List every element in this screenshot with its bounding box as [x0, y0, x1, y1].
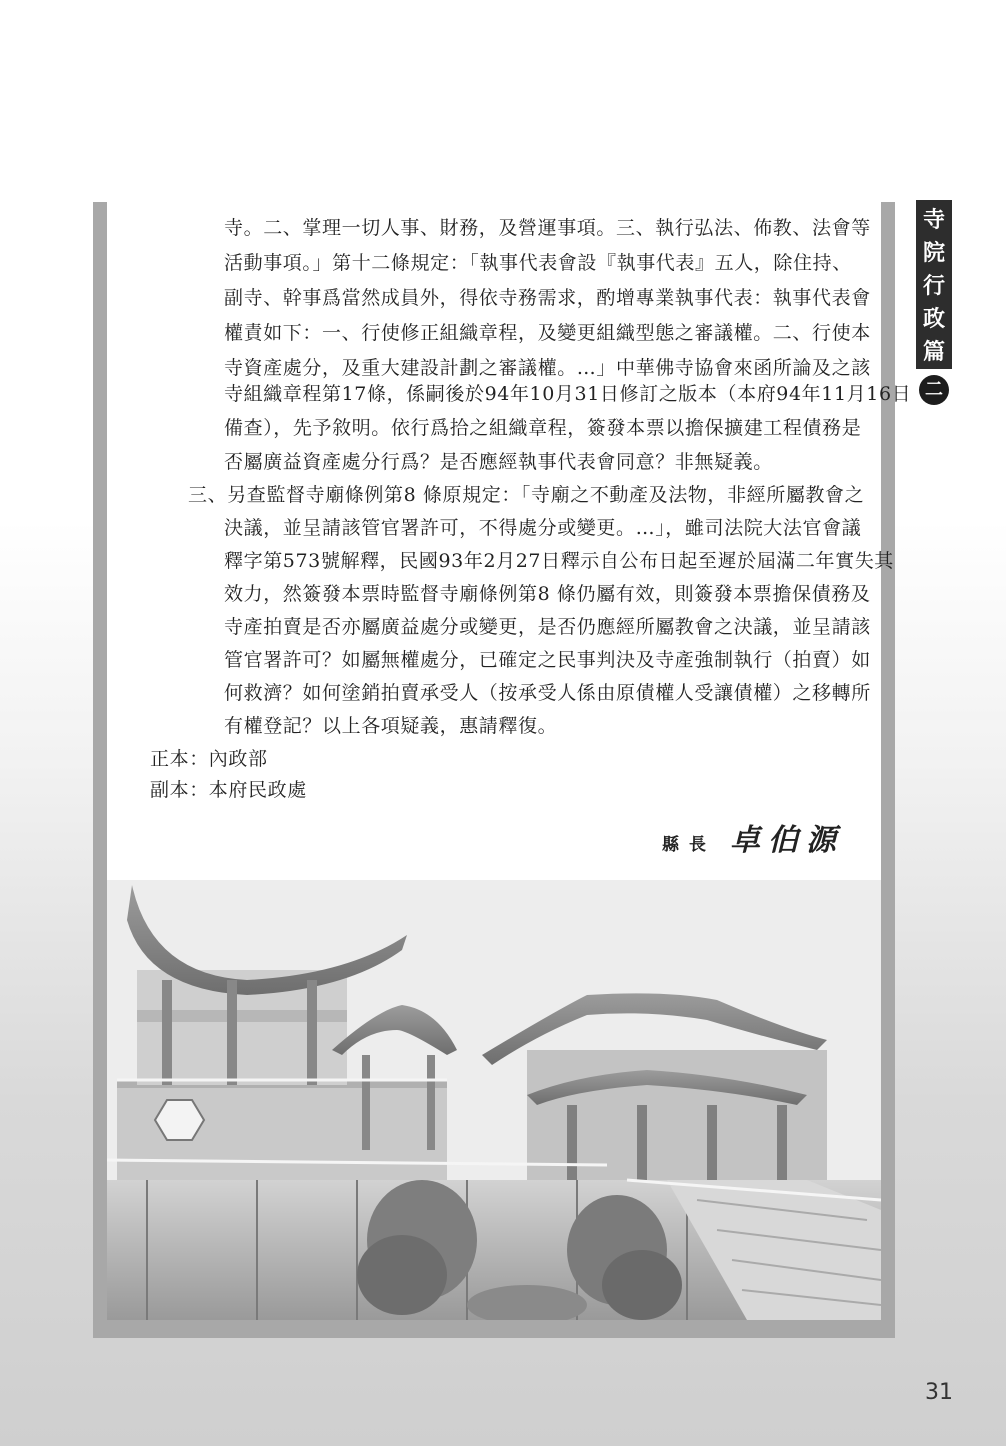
body-line: 寺。二、掌理一切人事、財務，及營運事項。三、執行弘法、佈教、法會等 [224, 217, 871, 239]
body-line: 活動事項。」第十二條規定：「執事代表會設『執事代表』五人，除住持、 [224, 252, 852, 274]
page-number: 31 [925, 1380, 953, 1405]
temple-photo [107, 880, 881, 1320]
body-line: 權責如下：一、行使修正組織章程，及變更組織型態之審議權。二、行使本 [224, 322, 871, 344]
body-line: 副寺、幹事爲當然成員外，得依寺務需求，酌增專業執事代表：執事代表會 [224, 287, 871, 309]
copy-recipient: 副本：本府民政處 [150, 779, 307, 801]
body-line: 備查），先予敘明。依行爲拾之組織章程，簽發本票以擔保擴建工程債務是 [224, 417, 862, 439]
item-3-line: 寺產拍賣是否亦屬廣益處分或變更，是否仍應經所屬教會之決議，並呈請該 [224, 616, 871, 638]
body-line: 否屬廣益資產處分行爲？是否應經執事代表會同意？非無疑義。 [224, 451, 773, 473]
item-3-line: 何救濟？如何塗銷拍賣承受人（按承受人係由原債權人受讓債權）之移轉所 [224, 682, 871, 704]
item-3-line: 管官署許可？如屬無權處分，已確定之民事判決及寺產強制執行（拍賣）如 [224, 649, 871, 671]
item-3-line: 有權登記？以上各項疑義，惠請釋復。 [224, 715, 558, 737]
item-3-line: 三、另查監督寺廟條例第8 條原規定：「寺廟之不動產及法物，非經所屬教會之 [188, 484, 865, 506]
item-3-line: 決議，並呈請該管官署許可，不得處分或變更。…」，雖司法院大法官會議 [224, 517, 862, 539]
signatory-title: 縣長 [662, 835, 716, 855]
section-tab-char: 行 [916, 270, 952, 303]
section-tab-char: 院 [916, 237, 952, 270]
body-line: 寺組織章程第17條，係嗣後於94年10月31日修訂之版本（本府94年11月16日 [224, 383, 912, 405]
original-recipient: 正本：內政部 [150, 748, 268, 770]
item-3-line: 釋字第573號解釋，民國93年2月27日釋示自公布日起至遲於屆滿二年實失其 [224, 550, 894, 572]
section-tab-char: 政 [916, 303, 952, 336]
section-tab-char: 篇 [916, 336, 952, 369]
signatory-name: 卓伯源 [730, 823, 844, 858]
signature-block [662, 815, 844, 865]
body-line: 寺資產處分，及重大建設計劃之審議權。…」中華佛寺協會來函所論及之該 [224, 357, 871, 379]
section-tab-char: 寺 [916, 200, 952, 237]
chapter-number-badge: 二 [919, 375, 949, 405]
section-tab [916, 200, 952, 410]
item-3-line: 效力，然簽發本票時監督寺廟條例第8 條仍屬有效，則簽發本票擔保債務及 [224, 583, 871, 605]
